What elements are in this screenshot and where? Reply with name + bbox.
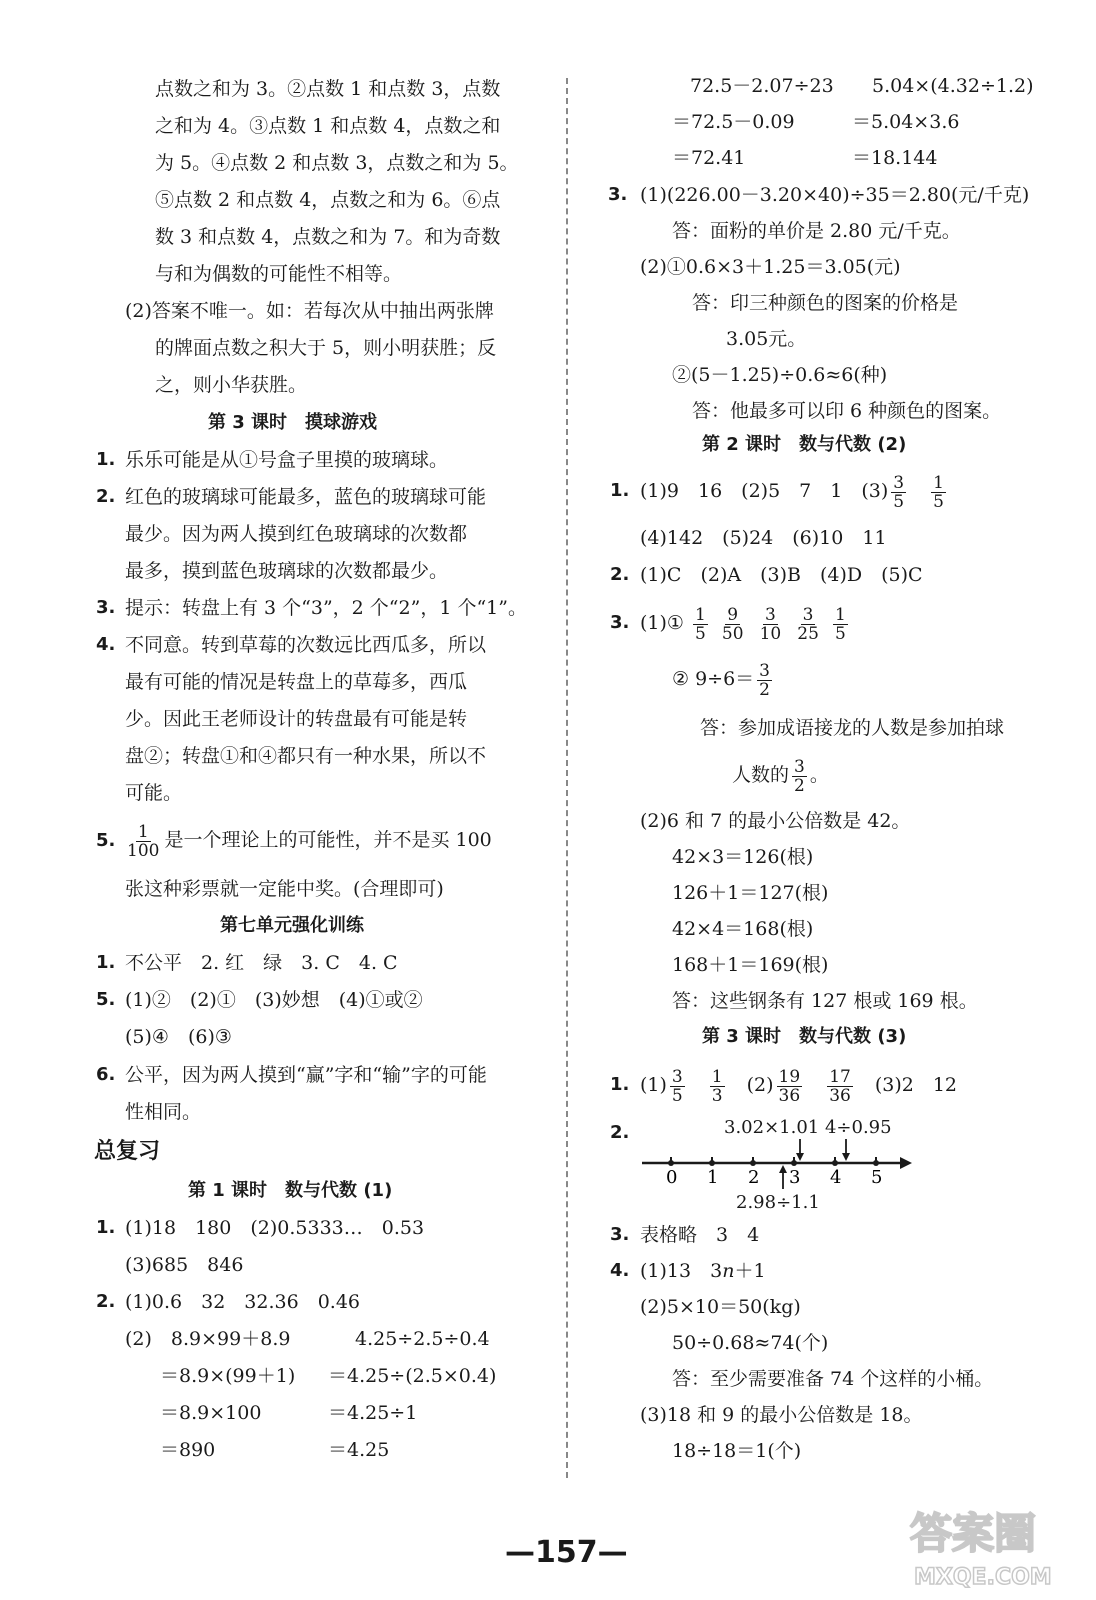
- fraction: $\frac{3}{2}$: [759, 660, 770, 700]
- calc-line: ＝72.5－0.09: [672, 111, 795, 133]
- text-line: 答：面粉的单价是 2.80 元/千克。: [672, 220, 961, 242]
- calc-line: ＝4.25÷(2.5×0.4): [328, 1365, 497, 1387]
- section-heading: 第 3 课时 摸球游戏: [208, 412, 378, 433]
- section-heading: 第七单元强化训练: [220, 915, 364, 936]
- calc-line: 5.04×(4.32÷1.2): [872, 75, 1034, 97]
- calc-line: ＝18.144: [852, 147, 938, 169]
- text-line: (5)④ (6)③: [125, 1026, 232, 1048]
- text-line: 性相同。: [125, 1101, 202, 1123]
- text-line: 盘②；转盘①和④都只有一种水果，所以不: [125, 745, 487, 767]
- number-line-top-label: 3.02×1.01 4÷0.95: [724, 1117, 892, 1138]
- text-line: (1)② (2)① (3)妙想 (4)①或②: [125, 989, 423, 1011]
- text-line: (1) $\frac{3}{5}$ $\frac{1}{3}$ (2) $\frac{19}{36}$ $\frac{17}{36}$ (3)2 12: [640, 1066, 958, 1106]
- text-line: (3)685 846: [125, 1254, 244, 1276]
- text-line: 42×4＝168(根): [672, 918, 814, 940]
- text-line: 最多，摸到蓝色玻璃球的次数都最少。: [125, 560, 449, 582]
- text-line: 红色的玻璃球可能最多，蓝色的玻璃球可能: [125, 486, 487, 508]
- pointer-arrow-down: [796, 1153, 804, 1161]
- tick-dot: [668, 1160, 674, 1166]
- text-line: 可能。: [125, 782, 183, 804]
- question-number: 4.: [96, 634, 116, 655]
- text-line: 答：这些钢条有 127 根或 169 根。: [672, 990, 978, 1012]
- tick-label: 0: [666, 1167, 678, 1188]
- question-number: 2.: [610, 564, 630, 585]
- text-line: (1)0.6 32 32.36 0.46: [125, 1291, 361, 1313]
- pointer-arrow-up: [779, 1165, 787, 1173]
- text-line: 之和为 4。③点数 1 和点数 4，点数之和: [155, 115, 501, 137]
- text-line: 张这种彩票就一定能中奖。(合理即可): [125, 878, 444, 900]
- text-line: 18÷18＝1(个): [672, 1440, 802, 1462]
- text-line: 之，则小华获胜。: [155, 374, 308, 396]
- text-line: 答：至少需要准备 74 个这样的小桶。: [672, 1368, 994, 1390]
- fraction: $\frac{3}{25}$: [797, 604, 819, 644]
- text-line: 点数之和为 3。②点数 1 和点数 3，点数: [155, 78, 501, 100]
- question-number: 5.: [96, 989, 116, 1010]
- text-line: (3)18 和 9 的最小公倍数是 18。: [640, 1404, 923, 1426]
- text-line: (1)18 180 (2)0.5333… 0.53: [125, 1217, 425, 1239]
- tick-dot: [873, 1160, 879, 1166]
- fraction: $\frac{1}{5}$: [695, 604, 706, 644]
- tick-label: 2: [748, 1167, 760, 1188]
- tick-label: 4: [830, 1167, 842, 1188]
- text-line: 最有可能的情况是转盘上的草莓多，西瓜: [125, 671, 468, 693]
- question-number: 2.: [96, 1291, 116, 1312]
- calc-line: ＝72.41: [672, 147, 746, 169]
- fraction: $\frac{3}{10}$: [759, 604, 782, 644]
- text-line: 的牌面点数之积大于 5，则小明获胜；反: [155, 337, 497, 359]
- fraction: $\frac{1}{100}$: [127, 821, 160, 861]
- calc-line: ＝5.04×3.6: [852, 111, 960, 133]
- question-number: 2.: [610, 1122, 630, 1143]
- tick-label: 3: [789, 1167, 801, 1188]
- section-heading: 第 1 课时 数与代数 (1): [188, 1180, 393, 1201]
- tick-dot: [832, 1160, 838, 1166]
- question-number: 1.: [96, 449, 116, 470]
- watermark-text: 答案圈: [910, 1509, 1037, 1558]
- text-line: 与和为偶数的可能性不相等。: [155, 263, 403, 285]
- text-line: 公平，因为两人摸到“赢”字和“输”字的可能: [125, 1064, 487, 1086]
- text-line: 168＋1＝169(根): [672, 954, 829, 976]
- text-line: $\frac{1}{100}$ 是一个理论上的可能性，并不是买 100: [127, 821, 492, 861]
- question-number: 1.: [96, 1217, 116, 1238]
- text-line: ②(5－1.25)÷0.6≈6(种): [672, 364, 888, 386]
- text-line: 答：印三种颜色的图案的价格是: [692, 292, 959, 314]
- question-number: 1.: [610, 480, 630, 501]
- calc-line: ＝890: [160, 1439, 216, 1461]
- text-line: 答：他最多可以印 6 种颜色的图案。: [692, 400, 1002, 422]
- question-number: 4.: [610, 1260, 630, 1281]
- fraction: $\frac{9}{50}$: [721, 604, 744, 644]
- text-line: (2)答案不唯一。如：若每次从中抽出两张牌: [125, 300, 494, 322]
- fraction: $\frac{3}{5}$: [671, 1066, 683, 1106]
- text-line: 最少。因为两人摸到红色玻璃球的次数都: [125, 523, 468, 545]
- text-line: 乐乐可能是从①号盒子里摸的玻璃球。: [125, 449, 449, 471]
- calc-line: 4.25÷2.5÷0.4: [355, 1328, 490, 1350]
- text-line: 表格略 3 4: [640, 1224, 760, 1246]
- fraction: $\frac{1}{5}$: [933, 472, 944, 512]
- fraction: $\frac{3}{2}$: [794, 756, 805, 796]
- text-line: (2)5×10＝50(kg): [640, 1296, 801, 1318]
- number-line-bottom-label: 2.98÷1.1: [736, 1192, 820, 1213]
- number-line-diagram: [638, 1115, 918, 1215]
- text-line: 3.05元。: [726, 328, 807, 350]
- fraction: $\frac{19}{36}$: [778, 1066, 801, 1106]
- question-number: 1.: [610, 1074, 630, 1095]
- text-line: 50÷0.68≈74(个): [672, 1332, 829, 1354]
- calc-line: (2) 8.9×99＋8.9: [125, 1328, 291, 1350]
- question-number: 3.: [610, 612, 630, 633]
- text-line: (1)9 16 (2)5 7 1 (3) $\frac{3}{5}$ $\frac{1}{5}$: [640, 472, 944, 512]
- chapter-heading: 总复习: [94, 1139, 161, 1164]
- text-line: ⑤点数 2 和点数 4，点数之和为 6。⑥点: [155, 189, 501, 211]
- text-line: 人数的 $\frac{3}{2}$ 。: [732, 756, 829, 796]
- text-line: 数 3 和点数 4，点数之和为 7。和为奇数: [155, 226, 501, 248]
- tick-dot: [750, 1160, 756, 1166]
- text-line: (1)(226.00－3.20×40)÷35＝2.80(元/千克): [640, 184, 1030, 206]
- number-line-arrow: [900, 1157, 912, 1169]
- text-line: (2)6 和 7 的最小公倍数是 42。: [640, 810, 911, 832]
- section-heading: 第 2 课时 数与代数 (2): [702, 434, 907, 455]
- text-line: 42×3＝126(根): [672, 846, 814, 868]
- page-number: —157—: [505, 1535, 628, 1570]
- text-line: (1)13 3n＋1: [640, 1260, 766, 1282]
- text-line: (1)① $\frac{1}{5}$ $\frac{9}{50}$ $\frac{3}{10}$ $\frac{3}{25}$ $\frac{1}{5}$: [640, 604, 846, 644]
- text-line: 提示：转盘上有 3 个“3”，2 个“2”，1 个“1”。: [125, 597, 527, 619]
- text-line: (4)142 (5)24 (6)10 11: [640, 527, 887, 549]
- fraction: $\frac{3}{5}$: [893, 472, 905, 512]
- text-line: 不同意。转到草莓的次数远比西瓜多，所以: [125, 634, 487, 656]
- fraction: $\frac{17}{36}$: [829, 1066, 851, 1106]
- text-line: (1)C (2)A (3)B (4)D (5)C: [640, 564, 923, 586]
- tick-dot: [791, 1160, 797, 1166]
- column-divider: [566, 78, 568, 1478]
- fraction: $\frac{1}{3}$: [711, 1066, 723, 1106]
- tick-dot: [709, 1160, 715, 1166]
- watermark-logo: [900, 1500, 1080, 1592]
- question-number: 3.: [608, 184, 628, 205]
- text-line: (2)①0.6×3＋1.25＝3.05(元): [640, 256, 901, 278]
- number-line-ticks: [668, 1157, 879, 1166]
- question-number: 2.: [96, 486, 116, 507]
- text-line: 答：参加成语接龙的人数是参加拍球: [700, 717, 1005, 739]
- question-number: 1.: [96, 952, 116, 973]
- tick-label: 5: [871, 1167, 883, 1188]
- calc-line: ＝8.9×(99＋1): [160, 1365, 296, 1387]
- text-line: 126＋1＝127(根): [672, 882, 829, 904]
- calc-line: 72.5－2.07÷23: [690, 75, 834, 97]
- calc-line: ＝4.25÷1: [328, 1402, 418, 1424]
- text-line: ② 9÷6＝ $\frac{3}{2}$: [672, 660, 770, 700]
- text-line: 不公平 2. 红 绿 3. C 4. C: [125, 952, 398, 974]
- question-number: 3.: [610, 1224, 630, 1245]
- question-number: 5.: [96, 830, 116, 851]
- calc-line: ＝4.25: [328, 1439, 390, 1461]
- question-number: 3.: [96, 597, 116, 618]
- text-line: 少。因此王老师设计的转盘最有可能是转: [125, 708, 468, 730]
- text-line: 为 5。④点数 2 和点数 3，点数之和为 5。: [155, 152, 519, 174]
- calc-line: ＝8.9×100: [160, 1402, 262, 1424]
- pointer-arrow-down: [842, 1153, 850, 1161]
- question-number: 6.: [96, 1064, 116, 1085]
- fraction: $\frac{1}{5}$: [834, 604, 846, 644]
- section-heading: 第 3 课时 数与代数 (3): [702, 1026, 907, 1047]
- watermark-url: MXQE.COM: [914, 1565, 1052, 1590]
- tick-label: 1: [707, 1167, 719, 1188]
